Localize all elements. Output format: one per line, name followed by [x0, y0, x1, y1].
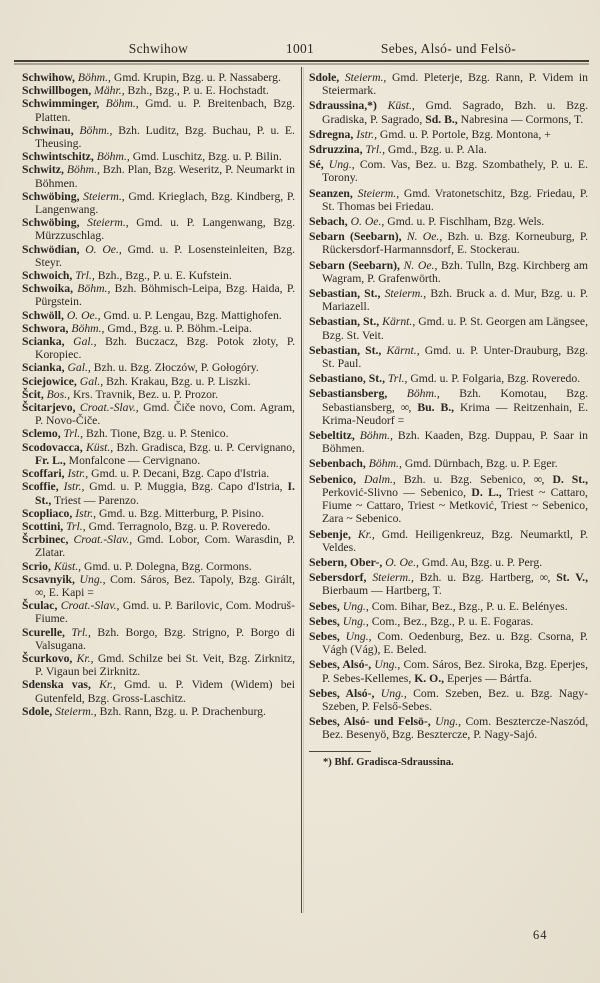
entry-text: Bzh. Gradisca, Bzg. u. P. Cervignano, [113, 440, 296, 454]
entry-name: Schwöbing, [22, 189, 80, 203]
entry [22, 361, 295, 374]
entry-region: Trl., [72, 269, 95, 283]
railway-abbr: Bu. B., [417, 400, 455, 414]
entry-name: Sebenbach, [309, 457, 366, 471]
entry-name: Sdregna, [309, 127, 354, 141]
entry-region: Kr., [90, 678, 116, 692]
entry-region: Böhm., [93, 150, 130, 164]
entry-region: Trl., [64, 625, 91, 639]
entry-text: Bzh. u. Bzg. Korneuburg, P. Rückersdorf-Harmannsdorf, E. Stockerau. [322, 230, 588, 257]
entry-region: Ung., [323, 158, 355, 172]
entry-name: Schwimminger, [22, 97, 100, 111]
entry-region: Böhm., [68, 321, 105, 335]
entry-text: Bzh. Tulln, Bzg. Kirchberg am Wagram, P. Grafenwörth. [322, 258, 588, 285]
entry-region: Ung., [339, 599, 369, 613]
entry [309, 71, 588, 97]
entry [22, 150, 295, 163]
entry-text: Gmd., Bzg. u. P. Ala. [385, 143, 487, 157]
entry-text: Gmd. Sagrado, Bzh. u. Bzg. Gradiska, P. Sagrado, [322, 99, 588, 126]
entry-region: Böhm., [365, 457, 402, 471]
entry-text: Gmd. u. P. Unter-Drauburg, Bzg. St. Paul. [322, 343, 588, 371]
entry-text: , [547, 571, 557, 585]
entry [22, 282, 295, 308]
entry-text: Gmd. u. P. Muggia, Bzg. Capo d'Istria, [84, 480, 288, 494]
entry-region: Küst., [376, 99, 415, 113]
entry-name: Sebastian, St., [309, 343, 382, 357]
entry [22, 626, 295, 652]
entry [309, 528, 588, 554]
entry-text: Gmd. Pleterje, Bzg. Rann, P. Videm in Steiermark. [322, 71, 588, 98]
entry-name: Scoffie, [22, 480, 59, 494]
entry [22, 599, 295, 625]
entry-name: Scianka, [22, 361, 65, 375]
entry-text: , E. Kapi = [42, 585, 94, 599]
entry [309, 687, 588, 713]
railway-abbr: K. O., [414, 671, 445, 685]
entry-name: Scurelle, [22, 625, 65, 639]
railway-abbr: I. St., [35, 480, 295, 507]
entry-name: Schwitz, [22, 163, 64, 177]
footnote [309, 751, 588, 769]
entry-name: Scoffari, [22, 467, 65, 481]
entry-text: Com. Vas, Bez. u. Bzg. Szombathely, P. u. E. Torony. [322, 158, 588, 185]
entry [22, 533, 295, 559]
entry-text: Com. Sáros, Bez. Siroka, Bzg. Eperjes, P. Sebes-Kellemes, [322, 658, 588, 685]
entry [309, 99, 588, 125]
entry-region: Steierm., [79, 189, 125, 203]
entry-region: Steierm., [380, 287, 427, 301]
entry-name: Sebes, Alsó-, [309, 686, 375, 700]
entry [22, 309, 295, 322]
entry-text: Gmd. u. P. Dolegna, Bzg. Cormons. [81, 559, 252, 573]
entry [309, 230, 588, 256]
entry-text: Gmd. Luschitz, Bzg. u. P. Bilin. [129, 150, 282, 164]
entry-region: O. Oe., [63, 308, 101, 322]
entry-region: Croat.-Slav., [57, 599, 120, 613]
railway-abbr: D. St., [552, 472, 588, 486]
entry-name: Sclemo, [22, 427, 61, 441]
entry [309, 658, 588, 684]
entry-name: Scopliaco, [22, 506, 73, 520]
footnote-marker: *) [323, 756, 332, 768]
entry [309, 287, 588, 313]
entry-name: Sdole, [309, 71, 340, 84]
entry-name: Sdruzzina, [309, 143, 363, 157]
entry-region: Trl., [60, 427, 84, 441]
entry-text: Gmd. u. P. St. Georgen am Längsee, Bzg. St. Veit. [322, 315, 588, 342]
entry-text: Bierbaum — Hartberg, T. [322, 584, 442, 598]
entry-text: Bzh. u. Bzg. Złoczów, P. Gołogóry. [90, 361, 259, 375]
entry-text: Gmd. u. P. Portole, Bzg. Montona, + [377, 127, 551, 141]
entry-region: Böhm., [73, 282, 111, 296]
entry-region: Trl., [63, 519, 86, 533]
footnote-text: Bhf. Gradisca-Sdraussina. [334, 756, 454, 768]
entry [309, 215, 588, 228]
entry-name: Schwödian, [22, 242, 80, 256]
column-right [309, 71, 588, 769]
entry-text: Bzh. Plan, Bzg. Weseritz, P. Neumarkt in Böhmen. [35, 163, 295, 190]
entry-region: Trl., [385, 372, 408, 386]
telegraph-icon: ∞ [533, 472, 542, 486]
entry-name: Schwöbing, [22, 216, 80, 230]
entry [22, 97, 295, 123]
entry-name: Sdenska vas, [22, 678, 91, 692]
entry [309, 387, 588, 427]
entry [22, 427, 295, 440]
entry [22, 216, 295, 242]
entry [309, 457, 588, 470]
entry-name: Sebach, [309, 215, 348, 229]
entry-name: Sebenje, [309, 527, 351, 541]
entry-text: Com. Besztercze-Naszód, Bez. Besenyö, Bzg. Besztercze, P. Nagy-Sajó. [322, 715, 588, 742]
entry-region: Böhm., [354, 429, 393, 443]
entry-text: Gmd. Heiligenkreuz, Bzg. Neumarktl, P. Veldes. [322, 527, 588, 554]
entry-text: Triest ~ Cattaro, Fiume ~ Cattaro, Triest ~ Metković, Triest ~ Sebenico, Zara ~ Sebenico. [322, 485, 588, 526]
entry-region: Steierm., [79, 216, 129, 230]
entry-region: Kr., [350, 527, 375, 541]
entry-region: N. Oe., [399, 258, 438, 272]
entry [309, 615, 588, 628]
entry-region: Steierm., [366, 571, 414, 585]
entry-text: Gmd., Bzg. u. P. Böhm.-Leipa. [104, 321, 252, 335]
entry-text: Bzh. Böhmisch-Leipa, Bzg. Haida, P. Pürgstein. [35, 282, 295, 309]
entry-text: Bzh., Bzg., P. u. E. Hochstadt. [124, 84, 269, 98]
entry [22, 705, 295, 718]
entry-text: Gmd. Au, Bzg. u. P. Perg. [418, 555, 543, 569]
entry [22, 441, 295, 467]
entry [22, 507, 295, 520]
entry-region: Ung., [430, 715, 462, 729]
entry-name: Sebersdorf, [309, 571, 367, 585]
entry-text: Nabresina — Cormons, T. [457, 112, 584, 126]
entry-name: Sebern, Ober-, [309, 555, 383, 569]
entry-name: Schwoich, [22, 269, 73, 283]
entry-text: Gmd. Krieglach, Bzg. Kindberg, P. Langenwang. [35, 189, 295, 217]
entry-name: Sciejowice, [22, 374, 77, 388]
entry-region: Gal., [76, 374, 104, 388]
entry-text: Bzh. Komotau, Bzg. Sebastiansberg, [322, 387, 588, 414]
entry-text: Krs. Travnik, Bez. u. P. Prozor. [70, 387, 219, 401]
entry-text: Triest — Parenzo. [51, 493, 139, 507]
railway-abbr: Sd. B., [425, 112, 458, 126]
entry-region: Ung., [374, 686, 407, 700]
entry [22, 678, 295, 704]
entry-text: Perković-Slivno — Sebenico, [322, 485, 472, 499]
entry [22, 190, 295, 216]
entry-text: Krima — Reitzenhain, E. Krima-Neudorf = [322, 400, 588, 427]
entry-text: Gmd. u. P. Langenwang, Bzg. Mürzzuschlag. [35, 216, 296, 243]
entry [22, 375, 295, 388]
entry-text: Gmd. u. P. Fischlham, Bzg. Wels. [384, 215, 545, 229]
entry-region: Istr., [353, 127, 377, 141]
entry-name: Schwoika, [22, 282, 73, 296]
entry-region: Gal., [64, 335, 97, 349]
entry-region: O. Oe., [79, 242, 122, 256]
entry [309, 556, 588, 569]
entry-name: Schwillbogen, [22, 84, 92, 98]
entry [22, 269, 295, 282]
header-rule [14, 60, 589, 62]
entry-text: Gmd. u. P. Losensteinleiten, Bzg. Steyr. [35, 242, 295, 269]
entry [309, 315, 588, 341]
entry-region: O. Oe., [347, 215, 385, 229]
entry-text: Gmd. u. P. Decani, Bzg. Capo d'Istria. [88, 467, 270, 481]
entry [22, 243, 295, 269]
entry-text: Bzh. u. Bzg. Hartberg, [413, 571, 540, 585]
entry-name: Sebes, [309, 629, 340, 643]
entry-name: Scrio, [22, 559, 51, 573]
entry-region: Böhm., [387, 387, 440, 401]
entry [309, 571, 588, 597]
entry-name: Sebastiano, St., [309, 372, 385, 386]
entry [309, 158, 588, 184]
entry-text: Com. Sáros, Bez. Tapoly, Bzg. Girált, [105, 572, 295, 586]
entry-name: Sebes, Alsó- und Felsö-, [309, 715, 431, 729]
entry-region: Dalm., [356, 472, 396, 486]
entry-region: Gal., [64, 361, 91, 375]
entry-text: Bzh. Buczacz, Bzg. Potok złoty, P. Koropiec. [35, 335, 295, 362]
entry [22, 335, 295, 361]
entry-text: Com. Szeben, Bez. u. Bzg. Nagy-Szeben, P. Felső-Sebes. [322, 686, 589, 713]
entry-text: Gmd. u. P. Lengau, Bzg. Mattighofen. [100, 308, 282, 322]
entry-name: Schwöll, [22, 308, 64, 322]
entry [22, 84, 295, 97]
entry-text: Gmd. u. P. Folgaria, Bzg. Roveredo. [407, 372, 581, 386]
footnote-ref: *) [367, 99, 377, 113]
entry-text: Gmd. u. P. Breitenbach, Bzg. Platten. [35, 97, 295, 124]
entry-text: Eperjes — Bártfa. [444, 671, 532, 685]
entry-text: Com., Bez., Bzg., P. u. E. Fogaras. [368, 614, 534, 628]
entry-region: Istr., [72, 506, 97, 520]
entry-region: Kärnt., [379, 315, 416, 329]
entry-name: Sdraussina, [309, 99, 368, 113]
entry-name: Sebeltitz, [309, 429, 355, 443]
entry-text: Bzh. Rann, Bzg. u. P. Drachenburg. [96, 704, 266, 718]
entry [22, 401, 295, 427]
entry-text: Gmd. u. P. Barilovic, Com. Modruš-Fiume. [35, 599, 295, 626]
entry-region: O. Oe., [382, 555, 419, 569]
entry-text: Gmd. u. Bzg. Mitterburg, P. Pisino. [96, 506, 265, 520]
entry-name: Sdole, [22, 704, 53, 718]
entry-name: Schwinau, [22, 123, 74, 137]
entry-text: Gmd. Vratonetschitz, Bzg. Friedau, P. St. Thomas bei Friedau. [322, 186, 589, 213]
entry-name: Seanzen, [309, 186, 353, 200]
entry-text: , [541, 472, 553, 486]
entry-region: Steierm., [352, 186, 400, 200]
entry-region: Kärnt., [381, 343, 420, 357]
entry [22, 560, 295, 573]
footnote-line [309, 756, 588, 769]
entry-name: Sebenico, [309, 472, 357, 486]
entry-name: Šcrbinec, [22, 533, 69, 547]
entry [22, 467, 295, 480]
entry-region: Ung., [371, 658, 401, 672]
entry-text: Bzh. Borgo, Bzg. Strigno, P. Borgo di Valsugana. [35, 625, 295, 652]
header-catchword-right: Sebes, Alsó- und Felsö- [380, 41, 517, 56]
entry-region: Steierm., [52, 704, 97, 718]
entry-region: Küst., [50, 559, 82, 573]
entry [22, 71, 295, 84]
entry-region: Böhm., [74, 71, 111, 84]
entry-text: Gmd. u. P. Videm (Widem) bei Gutenfeld, Bzg. Gross-Laschitz. [35, 678, 295, 705]
entry-text: Gmd. Lobor, Com. Warasdin, P. Zlatar. [35, 533, 295, 560]
entry [309, 344, 588, 370]
entry-name: Sebastian, St., [309, 315, 380, 329]
entry-name: Scottini, [22, 519, 64, 533]
telegraph-icon: ∞ [539, 571, 548, 585]
entry-region: Croat.-Slav., [68, 533, 133, 547]
entry [22, 520, 295, 533]
entry-name: Šculac, [22, 599, 58, 613]
entry-text: Monfalcone — Cervignano. [65, 453, 201, 467]
entry-region: Ung., [339, 629, 372, 643]
entry-text: , [408, 400, 418, 414]
entry [309, 187, 588, 213]
entry-name: Šcitarjevo, [22, 401, 76, 415]
entry [22, 652, 295, 678]
entry-text: Bzh. u. Bzg. Sebenico, [395, 472, 534, 486]
footnote-rule [309, 751, 371, 752]
entry-name: Sebes, [309, 614, 340, 628]
entry-text: Gmd. Krupin, Bzg. u. P. Nassaberg. [110, 71, 281, 84]
entry-text: Com. Oedenburg, Bez. u. Bzg. Csorna, P. Vágh (Vág), E. Beled. [322, 629, 588, 657]
entry-name: Schwihow, [22, 71, 75, 84]
entry [22, 124, 295, 150]
entry [309, 600, 588, 613]
entry-text: Bzh. Luditz, Bzg. Buchau, P. u. E. Theusing. [35, 123, 295, 151]
entry-name: Sé, [309, 158, 324, 172]
header-page-number: 1001 [285, 41, 315, 56]
entry [22, 163, 295, 189]
entry-name: Scodovacca, [22, 440, 83, 454]
entry [309, 473, 588, 526]
entry-region: Böhm., [99, 97, 139, 111]
entry-text: Bzh. Kaaden, Bzg. Duppau, P. Saar in Böhmen. [322, 429, 588, 456]
entry-text: Bzh. Bruck a. d. Mur, Bzg. u. P. Mariazell. [322, 287, 588, 314]
entry [309, 715, 588, 741]
column-left [22, 71, 295, 718]
entry-region: Kr., [72, 651, 94, 665]
entry-name: Sebastian, St., [309, 287, 381, 301]
entry-text: Gmd. Dürnbach, Bzg. u. P. Eger. [401, 457, 558, 471]
entry-name: Sebarn (Seebarn), [309, 230, 402, 244]
entry-name: Schwintschitz, [22, 150, 94, 164]
entry-text: Bzh., Bzg., P. u. E. Kufstein. [94, 269, 232, 283]
entry-region: Steierm., [339, 71, 387, 84]
entry-name: Sebes, Alsó-, [309, 658, 372, 672]
entry-region: Böhm., [73, 123, 113, 137]
entry-name: Sebarn (Seebarn), [309, 258, 400, 272]
entry-text: Com. Bihar, Bez., Bzg., P. u. E. Belényes. [368, 599, 568, 613]
railway-abbr: St. V., [556, 571, 588, 585]
entry-region: Istr., [64, 467, 89, 481]
entry-region: Istr., [58, 480, 85, 494]
entry [22, 322, 295, 335]
entry-name: Sebes, [309, 599, 340, 613]
entry [309, 429, 588, 455]
entry-text: Bzh. Krakau, Bzg. u. P. Liszki. [103, 374, 251, 388]
entry-name: Schwora, [22, 321, 69, 335]
telegraph-icon: ∞ [400, 400, 409, 414]
entry [309, 128, 588, 141]
entry [309, 630, 588, 656]
page-header [0, 41, 600, 59]
entry-name: Šcit, [22, 387, 44, 401]
entry-name: Sebastiansberg, [309, 387, 388, 401]
entry-text: Gmd. Čiče novo, Com. Agram, P. Novo-Čiče. [35, 401, 295, 428]
entry [22, 388, 295, 401]
entry-text: Bzh. Tione, Bzg. u. P. Stenico. [83, 427, 229, 441]
entry-name: Scianka, [22, 335, 65, 349]
page-number-bottom: 64 [533, 928, 548, 942]
entry-text: Gmd. Schilze bei St. Veit, Bzg. Zirknitz, P. Vigaun bei Zirknitz. [35, 651, 295, 679]
entry-text: Gmd. Terragnolo, Bzg. u. P. Roveredo. [85, 519, 271, 533]
header-catchword-left: Schwihow [128, 41, 189, 56]
telegraph-icon: ∞ [35, 585, 43, 599]
entry-name: Scsavnyik, [22, 572, 75, 586]
entry [309, 143, 588, 156]
railway-abbr: D. L., [471, 485, 502, 499]
entry-name: Šcurkovo, [22, 651, 73, 665]
entry-region: Küst., [82, 440, 114, 454]
entry-region: Ung., [74, 572, 106, 586]
entry-region: Trl., [362, 143, 385, 157]
column-divider [301, 67, 302, 913]
entry [309, 372, 588, 385]
entry-region: Böhm., [63, 163, 100, 177]
entry-region: Bos., [43, 387, 71, 401]
railway-abbr: Fr. L., [35, 453, 66, 467]
entry [22, 573, 295, 599]
entry [309, 259, 588, 285]
entry-region: Ung., [339, 614, 369, 628]
entry-region: N. Oe., [401, 230, 443, 244]
entry-region: Croat.-Slav., [75, 401, 139, 415]
entry [22, 480, 295, 506]
entry-region: Mähr., [91, 84, 125, 98]
